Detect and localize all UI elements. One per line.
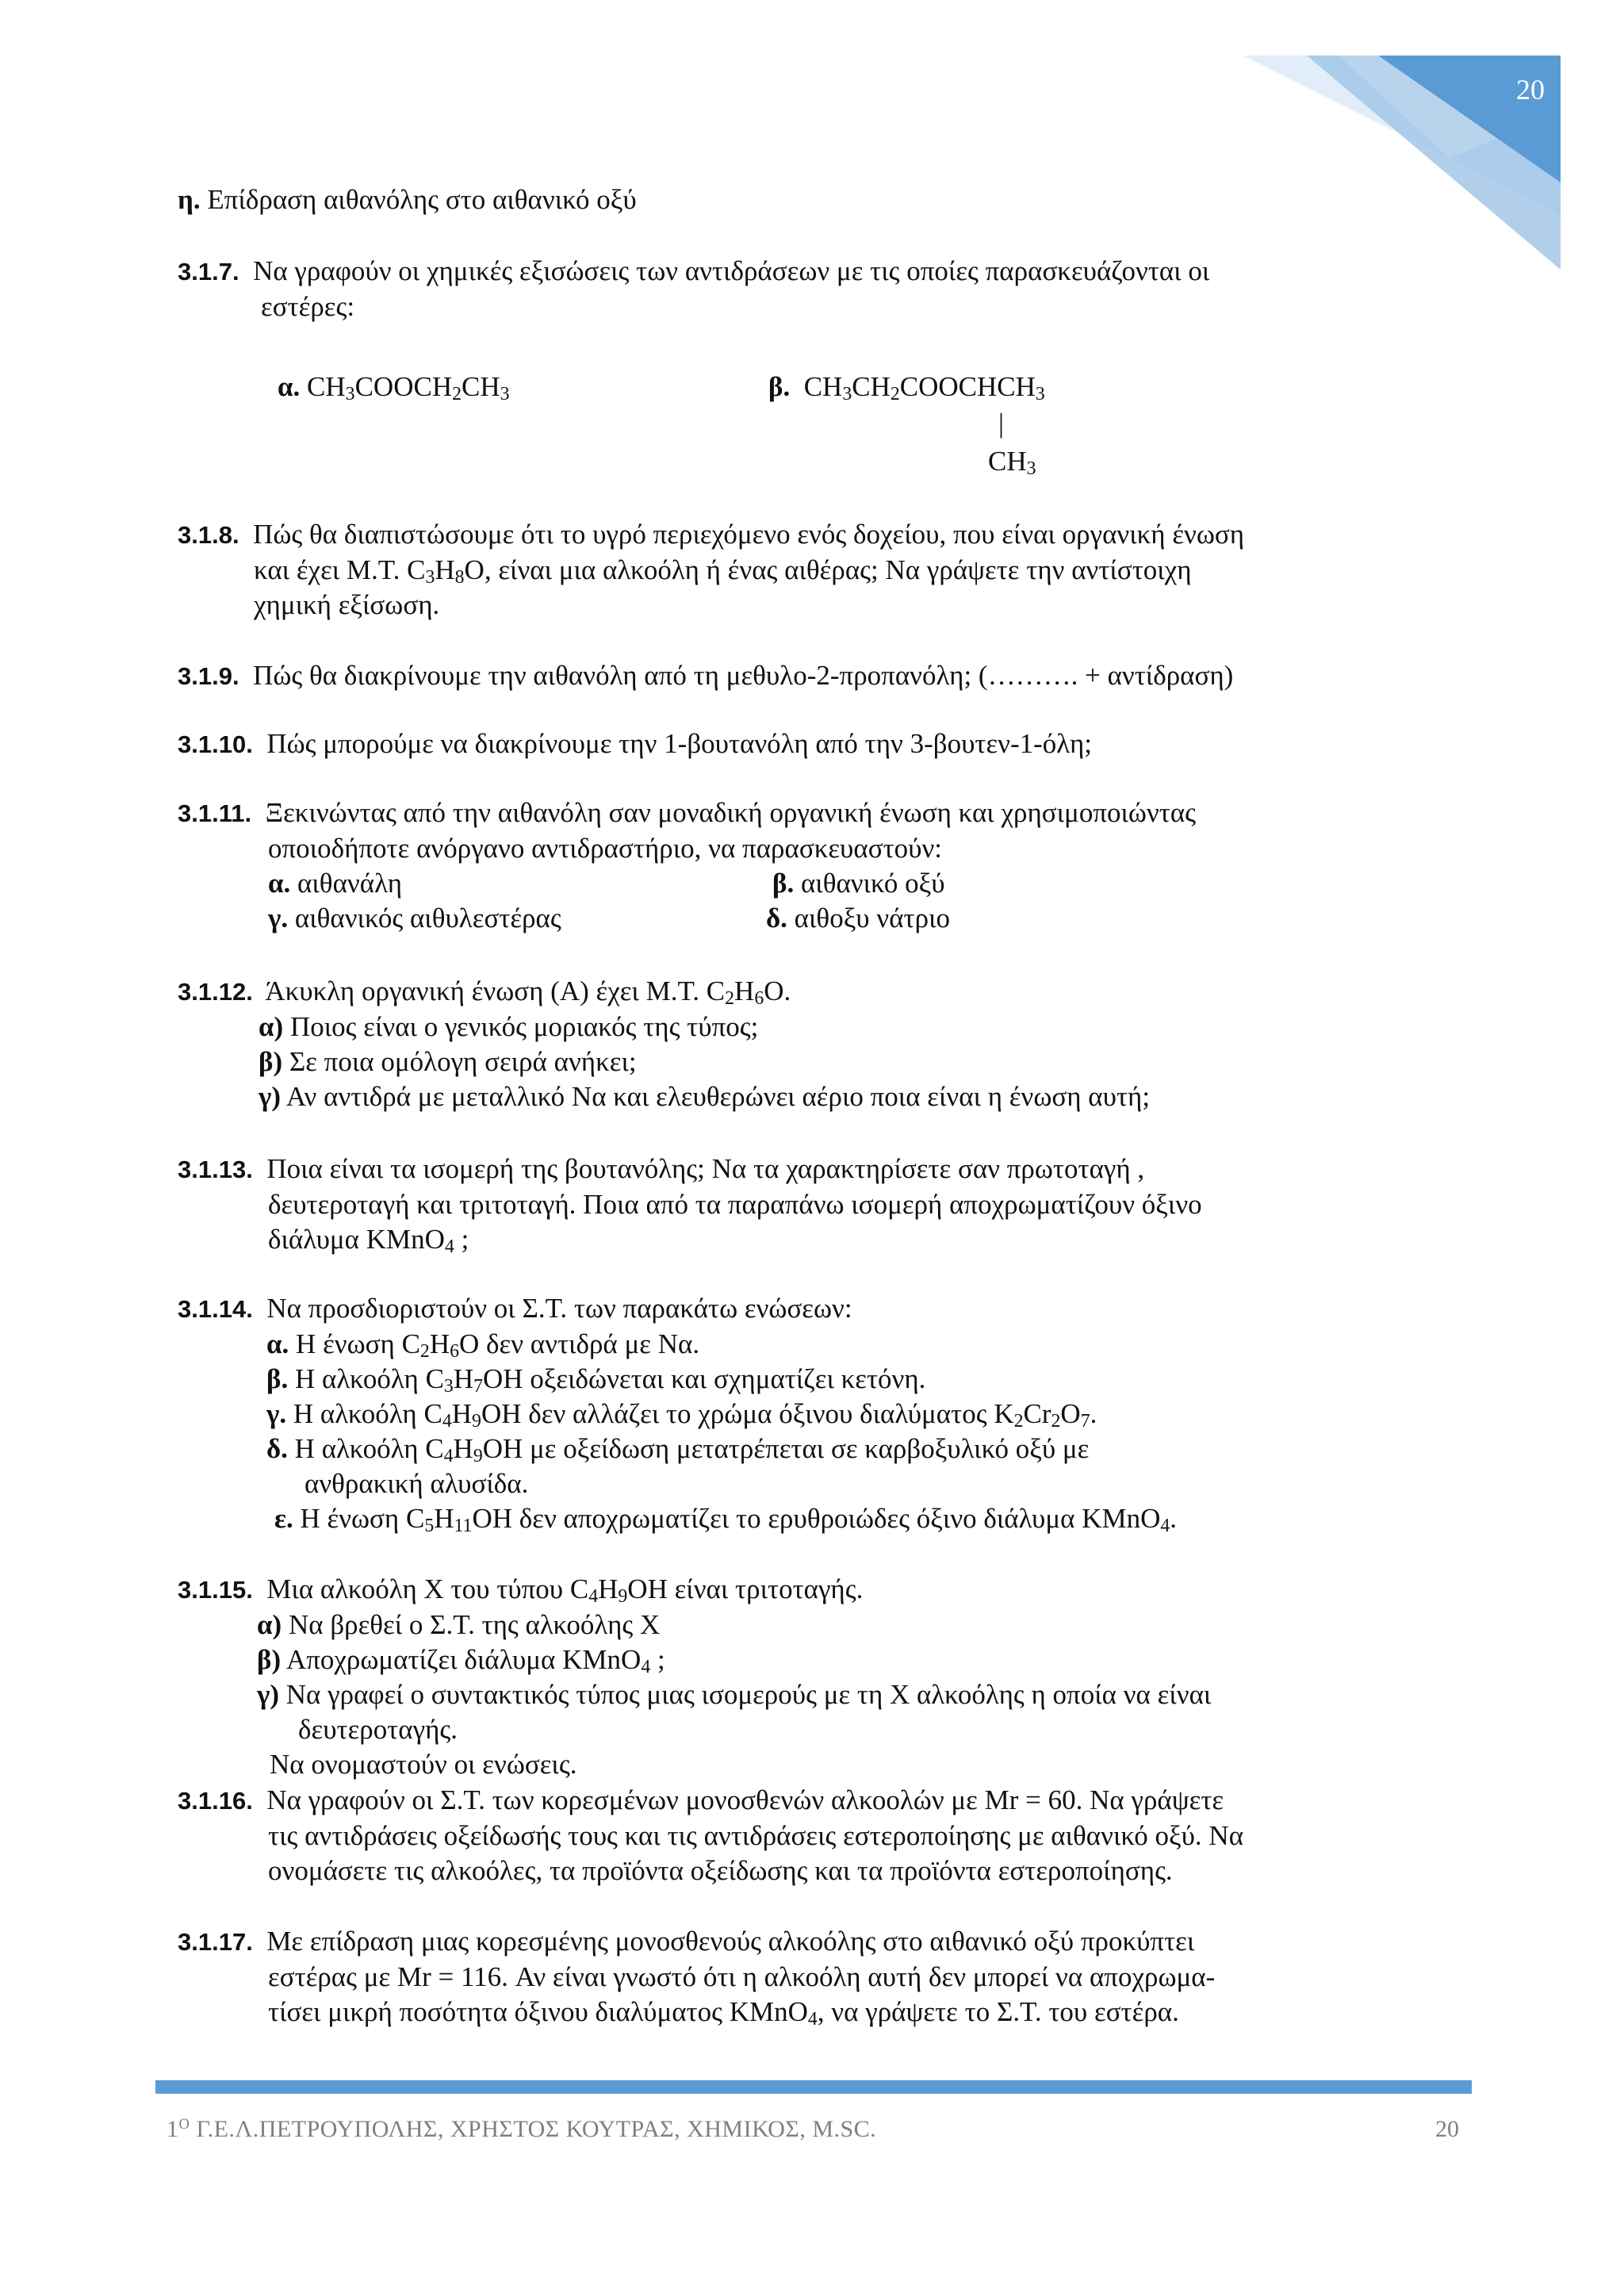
question-3-1-16: 3.1.16. Να γραφούν οι Σ.Τ. των κορεσμένων μονοσθενών αλκοολών με Mr = 60. Να γράψετε τις αντιδράσεις οξείδωσής τους και τις αντιδράσεις εστεροποίησης με αιθανικό οξύ. Να ονομάσετε τις αλκοόλες, τα προϊόντα οξείδωσης και τα προϊόντα εστεροποίησης. xyxy=(178,1784,1244,1886)
corner-decoration xyxy=(1243,0,1624,286)
ester-b: β. $CH_3CH_2COOCHCH_3$ xyxy=(768,371,1045,405)
branch-bond: | xyxy=(998,408,1005,439)
question-3-1-15: 3.1.15. Μια αλκοόλη Χ του τύπου $C_4H_9OH$ είναι τριτοταγής. α) Να βρεθεί ο Σ.Τ. της αλκοόλης Χ β) Αποχρωματίζει διάλυμα KMnO$_4$ ; γ) Να γραφεί ο συντακτικός τύπος μιας ισομερούς με τη Χ αλκοόλης η οποία να είναι δευτεροταγής. Να ονομαστούν οι ενώσεις. xyxy=(178,1573,1212,1780)
footer-school-info: $1^O$ Γ.Ε.Λ.ΠΕΤΡΟΥΠΟΛΗΣ, ΧΡΗΣΤΟΣ ΚΟΥΤΡΑΣ, ΧΗΜΙΚΟΣ, M.SC. xyxy=(167,2115,877,2142)
question-3-1-8: 3.1.8. Πώς θα διαπιστώσουμε ότι το υγρό περιεχόμενο ενός δοχείου, που είναι οργανική ένωση και έχει Μ.Τ. $C_3H_8O$, είναι μια αλκοόλη ή ένας αιθέρας; Να γράψετε την αντίστοιχη χημική εξίσωση. xyxy=(178,519,1245,620)
question-3-1-14: 3.1.14. Να προσδιοριστούν οι Σ.Τ. των παρακάτω ενώσεων: α. Η ένωση $C_2H_6O$ δεν αντιδρά με Να. β. Η αλκοόλη $C_3H_7OH$ οξειδώνεται και σχηματίζει κετόνη. γ. Η αλκοόλη $C_4H_9OH$ δεν αλλάζει το χρώμα όξινου διαλύματος $K_2Cr_2O_7$. δ. Η αλκοόλη $C_4H_9OH$ με οξείδωση μετατρέπεται σε καρβοξυλικό οξύ με ανθρακική αλυσίδα. ε. Η ένωση $C_5H_{11}OH$ δεν αποχρωματίζει το ερυθροιώδες όξινο διάλυμα KMnO$_4$. xyxy=(178,1293,1178,1537)
ester-a: α. $CH_3COOCH_2CH_3$ xyxy=(278,371,510,405)
branch-methyl: $CH_3$ xyxy=(988,446,1036,480)
question-3-1-10: 3.1.10. Πώς μπορούμε να διακρίνουμε την 1-βουτανόλη από την 3-βουτεν-1-όλη; xyxy=(178,728,1092,759)
page-number-top: 20 xyxy=(1516,74,1545,105)
question-3-1-11: 3.1.11. Ξεκινώντας από την αιθανόλη σαν μοναδική οργανική ένωση και χρησιμοποιώντας οποιοδήποτε ανόργανο αντιδραστήριο, να παρασκευαστούν: α. αιθανάλη β. αιθανικό οξύ γ. αιθανικός αιθυλεστέρας δ. αιθοξυ νάτριο xyxy=(178,797,1197,933)
question-number: 3.1.7. xyxy=(178,258,239,286)
footer-divider xyxy=(155,2080,1472,2094)
section-eta: η. Επίδραση αιθανόλης στο αιθανικό οξύ xyxy=(178,184,637,215)
question-3-1-12: 3.1.12. Άκυκλη οργανική ένωση (Α) έχει Μ.Τ. $C_2H_6O$. α) Ποιος είναι ο γενικός μοριακός της τύπος; β) Σε ποια ομόλογη σειρά ανήκει; γ) Αν αντιδρά με μεταλλικό Να και ελευθερώνει αέριο ποια είναι η ένωση αυτή; xyxy=(178,976,1151,1112)
question-3-1-9: 3.1.9. Πώς θα διακρίνουμε την αιθανόλη από τη μεθυλο-2-προπανόλη; (………. + αντίδραση) xyxy=(178,660,1234,691)
question-3-1-13: 3.1.13. Ποια είναι τα ισομερή της βουτανόλης; Να τα χαρακτηρίσετε σαν πρωτοταγή , δευτεροταγή και τριτοταγή. Ποια από τα παραπάνω ισομερή αποχρωματίζουν όξινο διάλυμα KMnO$_4$ ; xyxy=(178,1153,1202,1258)
question-3-1-17: 3.1.17. Με επίδραση μιας κορεσμένης μονοσθενούς αλκοόλης στο αιθανικό οξύ προκύπτει εστέρας με Mr = 116. Αν είναι γνωστό ότι η αλκοόλη αυτή δεν μπορεί να αποχρωμα- τίσει μικρή ποσότητα όξινου διαλύματος KMnO$_4$, να γράψετε το Σ.Τ. του εστέρα. xyxy=(178,1926,1216,2030)
question-3-1-7: 3.1.7. Να γραφούν οι χημικές εξισώσεις των αντιδράσεων με τις οποίες παρασκευάζονται οι εστέρες: xyxy=(178,255,1210,322)
page-number-bottom: 20 xyxy=(1435,2116,1459,2142)
